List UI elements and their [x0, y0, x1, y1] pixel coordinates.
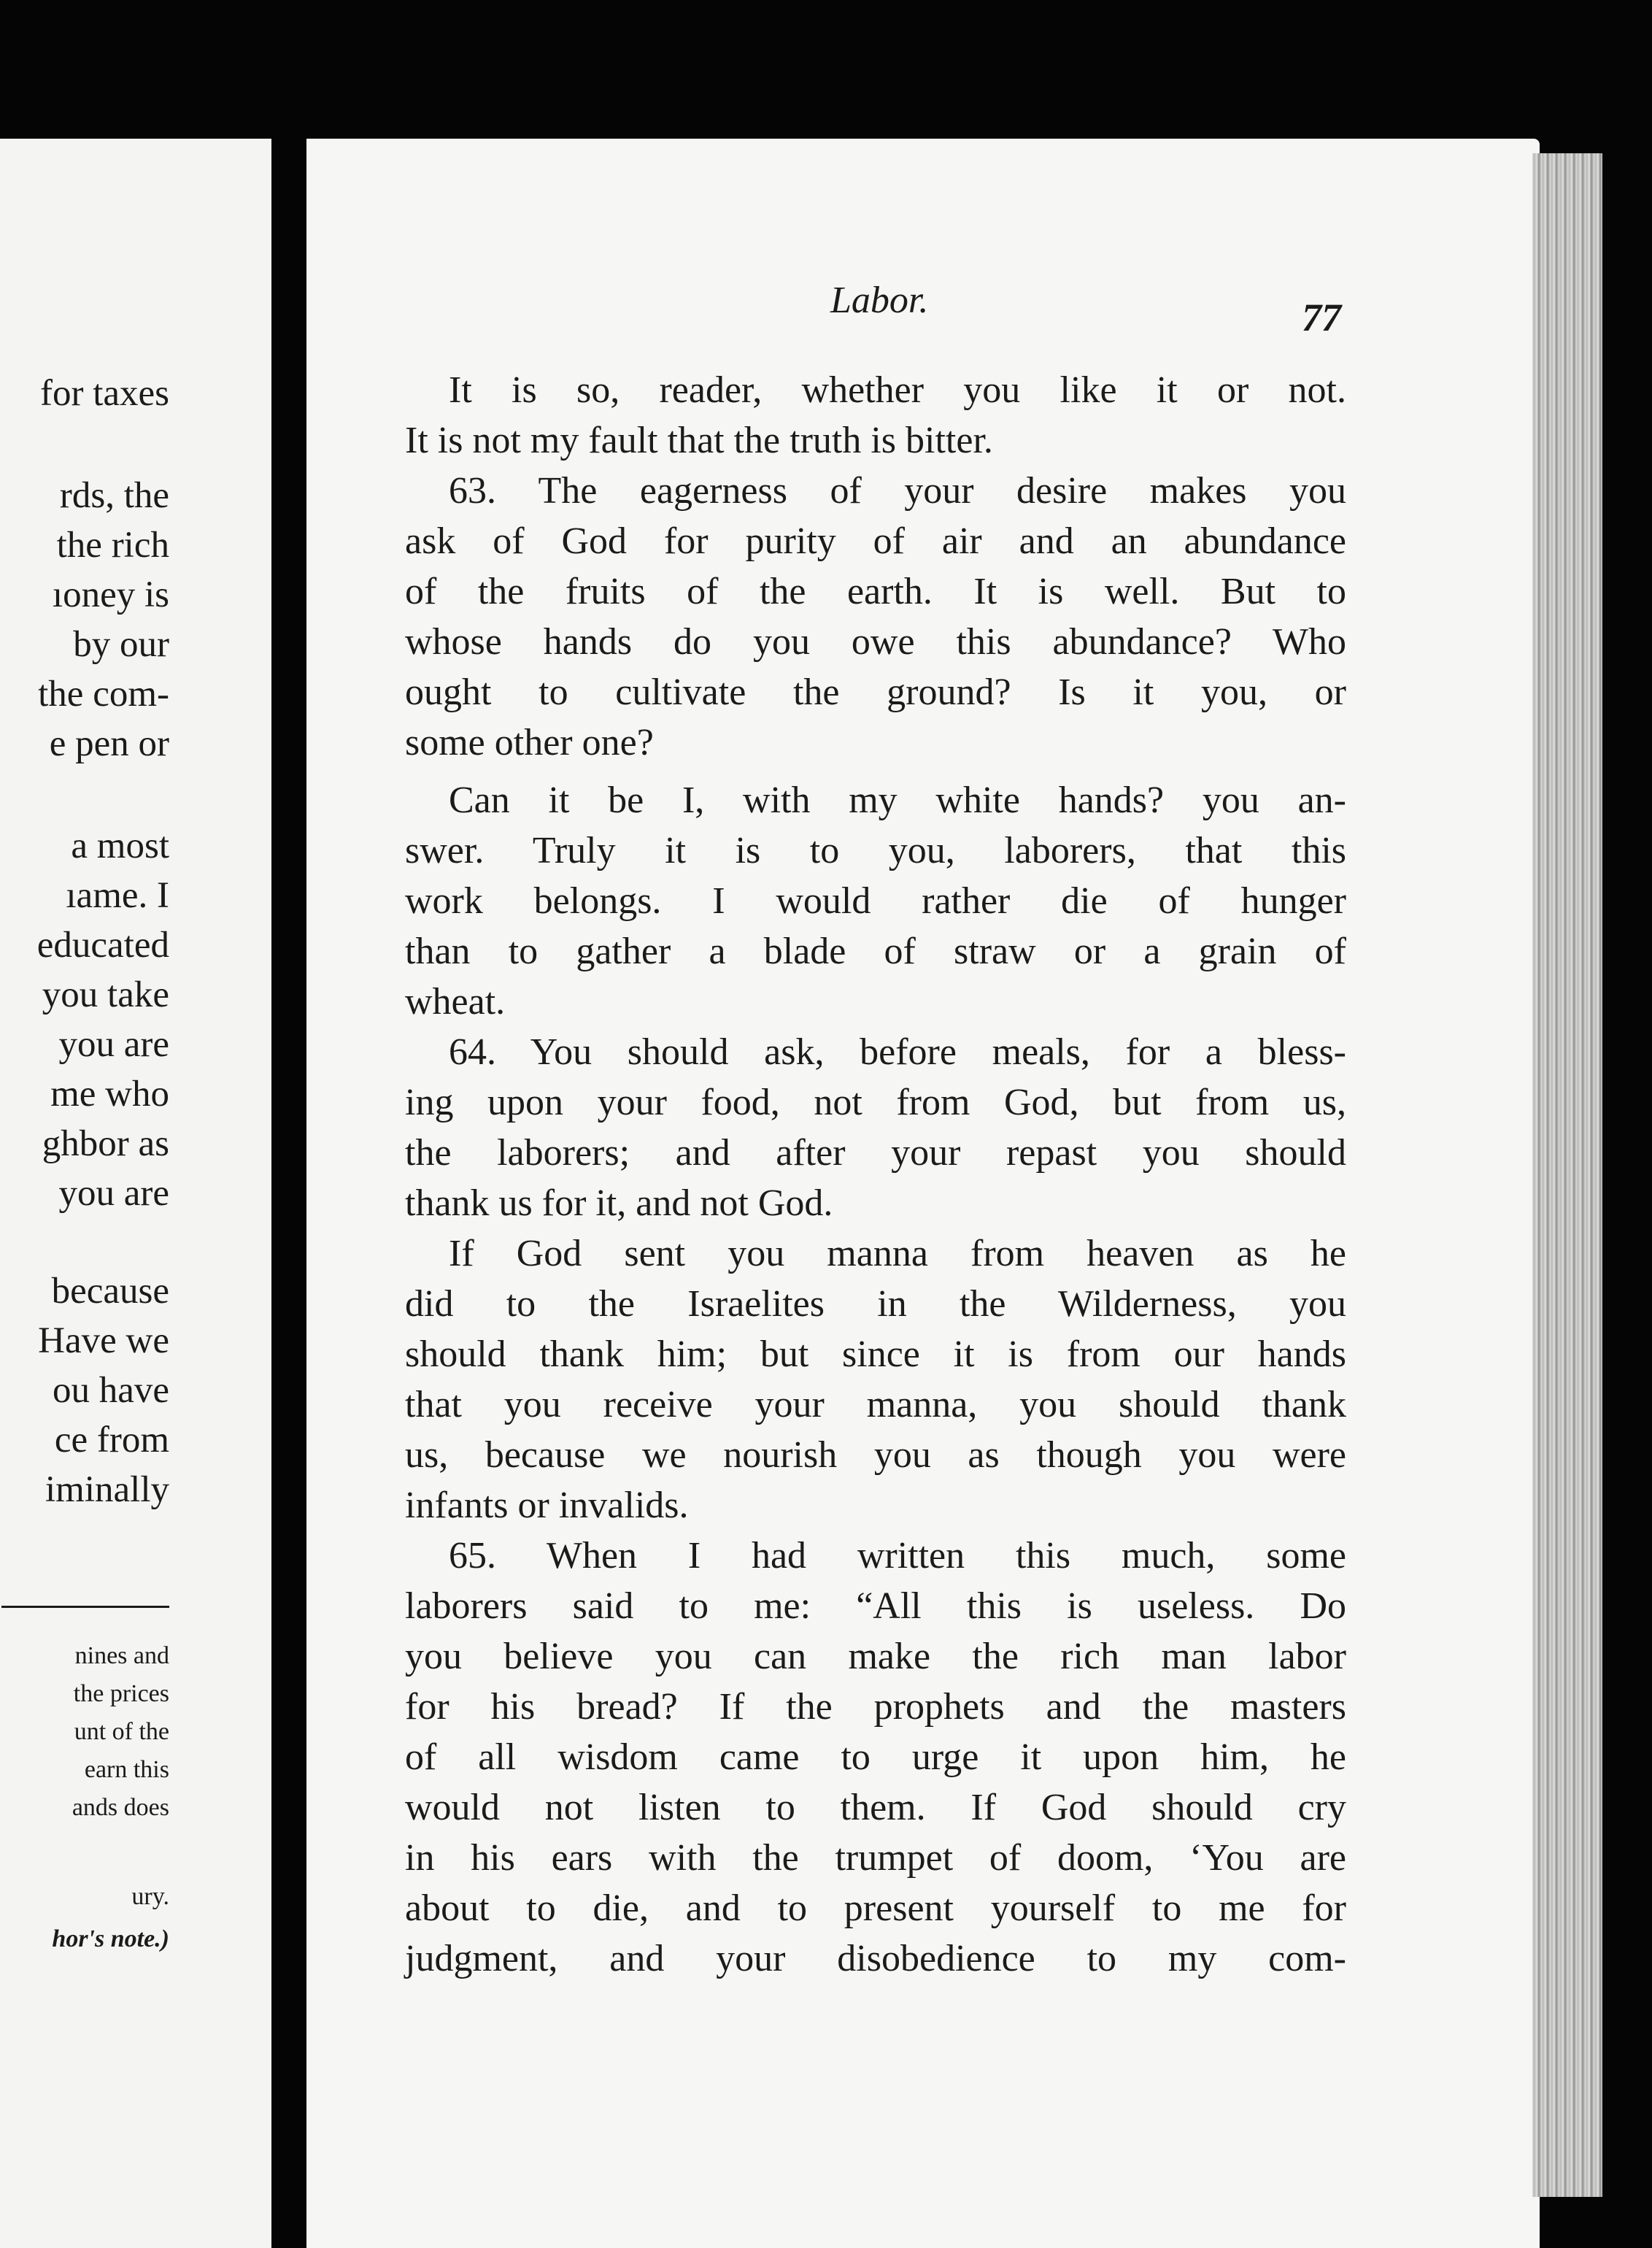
left-line: you are: [58, 1024, 169, 1065]
text-line: us, because we nourish you as though you were: [405, 1434, 1346, 1476]
left-line: rds, the: [59, 475, 169, 516]
text-line: ought to cultivate the ground? Is it you, or: [405, 671, 1346, 713]
text-line: should thank him; but since it is from our hands: [405, 1333, 1346, 1375]
left-line: you are: [58, 1173, 169, 1214]
body-text: [405, 365, 1346, 1984]
text-line: did to the Israelites in the Wilderness, you: [405, 1283, 1346, 1325]
left-footnote-line: unt of the: [74, 1718, 169, 1745]
text-line: ing upon your food, not from God, but from us,: [405, 1082, 1346, 1123]
left-footnote-line: ury.: [131, 1883, 169, 1910]
left-line: for taxes: [39, 373, 169, 414]
left-line: Have we: [38, 1320, 169, 1361]
left-line: ghbor as: [42, 1123, 169, 1164]
text-line: in his ears with the trumpet of doom, ‘You are: [405, 1837, 1346, 1879]
left-line: ou have: [52, 1370, 169, 1411]
left-line: me who: [50, 1074, 169, 1115]
text-line: thank us for it, and not God.: [405, 1182, 833, 1224]
text-line: about to die, and to present yourself to me for: [405, 1887, 1346, 1929]
page-edges: [1532, 153, 1602, 2197]
text-line: 63. The eagerness of your desire makes you: [449, 470, 1346, 512]
left-line: e pen or: [49, 723, 169, 764]
left-footnote-line: nines and: [74, 1642, 169, 1669]
left-line: ce from: [54, 1420, 169, 1460]
running-head: Labor.: [830, 280, 929, 321]
left-line: you take: [42, 974, 169, 1015]
text-line: than to gather a blade of straw or a grain of: [405, 931, 1346, 972]
text-line: would not listen to them. If God should cry: [405, 1787, 1346, 1828]
text-line: wheat.: [405, 981, 506, 1023]
footnote-rule: [1, 1606, 169, 1608]
left-line: ıame. I: [66, 875, 169, 916]
page-number: 77: [1302, 296, 1341, 339]
text-line: of all wisdom came to urge it upon him, he: [405, 1736, 1346, 1778]
text-line: some other one?: [405, 722, 654, 763]
text-line: swer. Truly it is to you, laborers, that this: [405, 830, 1346, 871]
text-line: that you receive your manna, you should thank: [405, 1384, 1346, 1425]
left-line: ıoney is: [52, 574, 169, 615]
left-footnote-line: earn this: [84, 1756, 169, 1783]
left-page-fragment: [0, 139, 271, 2248]
left-line: because: [51, 1271, 169, 1312]
book-gutter: [271, 139, 306, 2248]
left-footnote-line: ands does: [72, 1794, 169, 1821]
left-line: the com-: [38, 674, 169, 715]
text-line: the laborers; and after your repast you should: [405, 1132, 1346, 1174]
text-line: infants or invalids.: [405, 1485, 689, 1526]
text-line: judgment, and your disobedience to my com-: [405, 1938, 1346, 1979]
text-line: you believe you can make the rich man labor: [405, 1636, 1346, 1677]
text-line: 64. You should ask, before meals, for a bless-: [449, 1031, 1346, 1073]
left-footnote-line: the prices: [73, 1680, 169, 1707]
text-line: laborers said to me: “All this is useless. Do: [405, 1585, 1346, 1627]
left-line: educated: [36, 925, 169, 966]
text-line: of the fruits of the earth. It is well. But to: [405, 571, 1346, 612]
left-line: iminally: [45, 1469, 169, 1510]
text-line: Can it be I, with my white hands? you an-: [449, 780, 1346, 821]
text-line: 65. When I had written this much, some: [449, 1535, 1346, 1577]
text-line: ask of God for purity of air and an abundance: [405, 520, 1346, 562]
text-line: work belongs. I would rather die of hunger: [405, 880, 1346, 922]
text-line: It is so, reader, whether you like it or not.: [449, 369, 1346, 411]
left-line: the rich: [56, 525, 169, 566]
left-line: by our: [73, 624, 169, 665]
left-footnote-line: hor's note.): [52, 1925, 169, 1952]
left-line: a most: [71, 825, 169, 866]
text-line: If God sent you manna from heaven as he: [449, 1233, 1346, 1274]
text-line: whose hands do you owe this abundance? Who: [405, 621, 1346, 663]
text-line: for his bread? If the prophets and the masters: [405, 1686, 1346, 1728]
text-line: It is not my fault that the truth is bitter.: [405, 420, 993, 461]
